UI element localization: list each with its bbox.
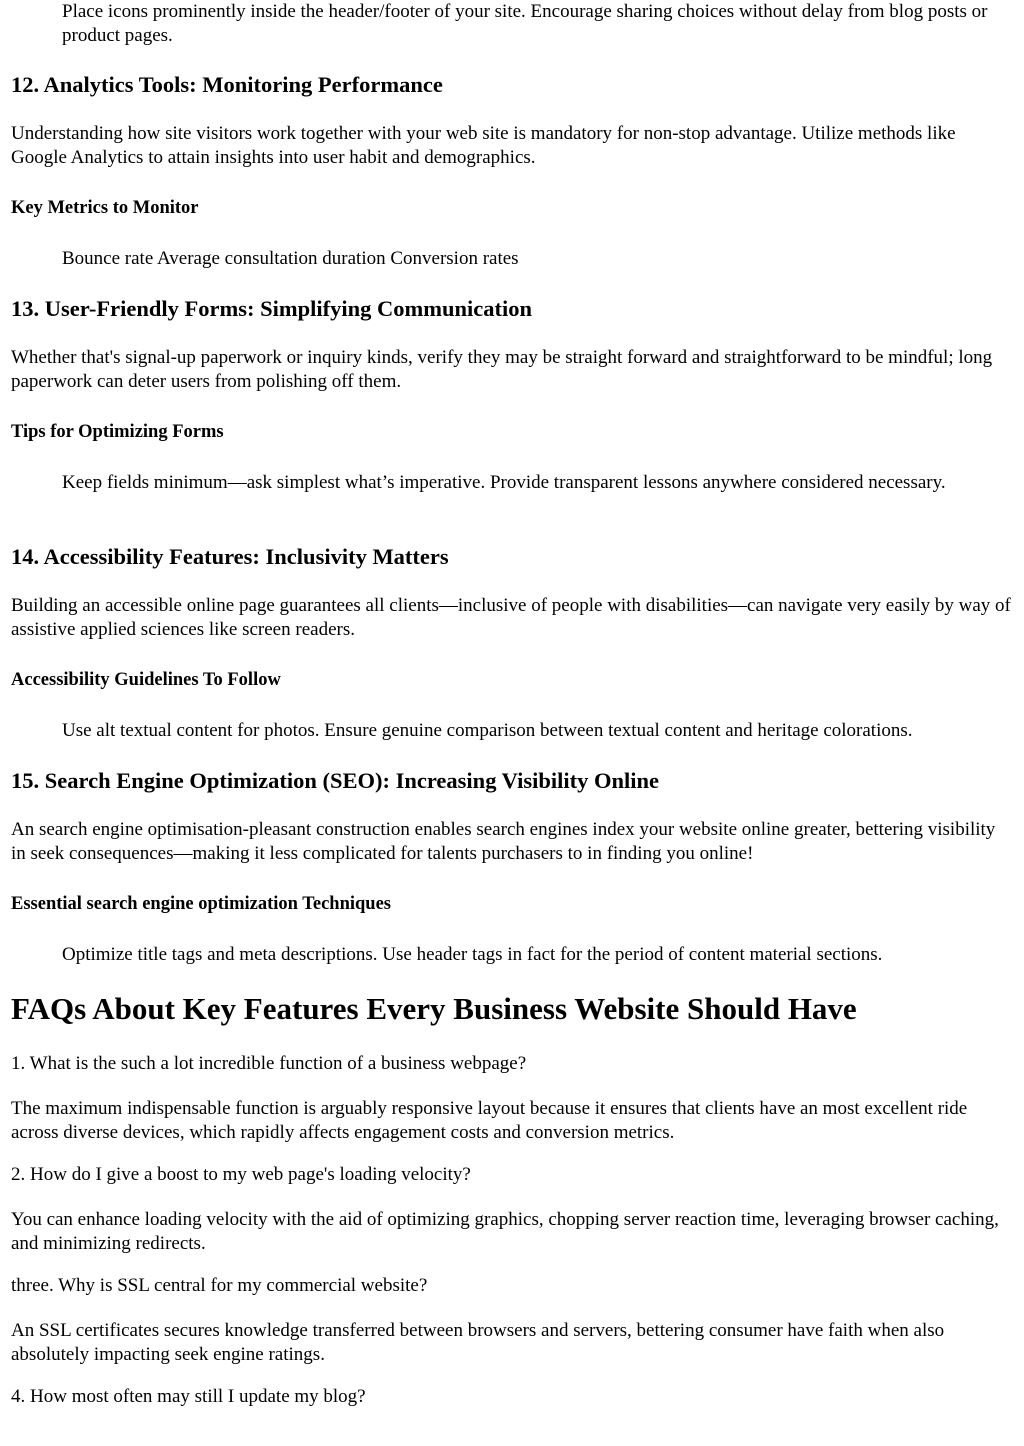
faq-question: 1. What is the such a lot incredible function of a business webpage?	[11, 1053, 527, 1074]
section-body-seo: An search engine optimisation-pleasant construction enables search engines index your website online greater, bettering visibility in seek consequences—making it less complicated for talents purchasers to in finding you online!	[11, 819, 996, 864]
subheading-key-metrics: Key Metrics to Monitor	[11, 198, 199, 218]
section-heading-seo: 15. Search Engine Optimization (SEO): Increasing Visibility Online	[11, 768, 659, 793]
section-body-forms: Whether that's signal-up paperwork or inquiry kinds, verify they may be straight forward and straightforward to be mindful; long paperwork can deter users from polishing off them.	[11, 347, 993, 392]
faq-question: 2. How do I give a boost to my web page's loading velocity?	[11, 1164, 471, 1185]
section-body-analytics: Understanding how site visitors work together with your web site is mandatory for non-stop advantage. Utilize methods like Google Analytics to attain insights into user habit and demographics.	[11, 123, 956, 168]
faq-heading: FAQs About Key Features Every Business Website Should Have	[11, 991, 857, 1026]
sharing-tip-blockquote: Place icons prominently inside the header/footer of your site. Encourage sharing choices without delay from blog posts or product pages.	[62, 1, 988, 46]
key-metrics-blockquote: Bounce rate Average consultation duration Conversion rates	[62, 248, 519, 269]
seo-techniques-blockquote: Optimize title tags and meta descriptions. Use header tags in fact for the period of content material sections.	[62, 944, 883, 965]
subheading-seo-techniques: Essential search engine optimization Techniques	[11, 894, 391, 914]
subheading-accessibility-guidelines: Accessibility Guidelines To Follow	[11, 670, 281, 690]
form-tips-blockquote: Keep fields minimum—ask simplest what’s imperative. Provide transparent lessons anywhere considered necessary.	[62, 472, 946, 493]
section-heading-analytics: 12. Analytics Tools: Monitoring Performance	[11, 72, 443, 97]
section-body-accessibility: Building an accessible online page guarantees all clients—inclusive of people with disabilities—can navigate very easily by way of assistive applied sciences like screen readers.	[11, 595, 1011, 640]
accessibility-guidelines-blockquote: Use alt textual content for photos. Ensure genuine comparison between textual content and heritage colorations.	[62, 720, 913, 741]
section-heading-forms: 13. User-Friendly Forms: Simplifying Communication	[11, 296, 533, 321]
faq-answer: You can enhance loading velocity with the aid of optimizing graphics, chopping server reaction time, leveraging browser caching, and minimizing redirects.	[11, 1209, 999, 1254]
faq-question: three. Why is SSL central for my commercial website?	[11, 1275, 428, 1296]
faq-question: 4. How most often may still I update my blog?	[11, 1386, 366, 1407]
subheading-form-tips: Tips for Optimizing Forms	[11, 422, 224, 442]
faq-answer: The maximum indispensable function is arguably responsive layout because it ensures that clients have an most excellent ride across diverse devices, which rapidly affects engagement costs and conversion metrics.	[11, 1098, 968, 1143]
faq-answer: An SSL certificates secures knowledge transferred between browsers and servers, bettering consumer have faith when also absolutely impacting seek engine ratings.	[11, 1320, 945, 1365]
section-heading-accessibility: 14. Accessibility Features: Inclusivity Matters	[11, 544, 449, 569]
